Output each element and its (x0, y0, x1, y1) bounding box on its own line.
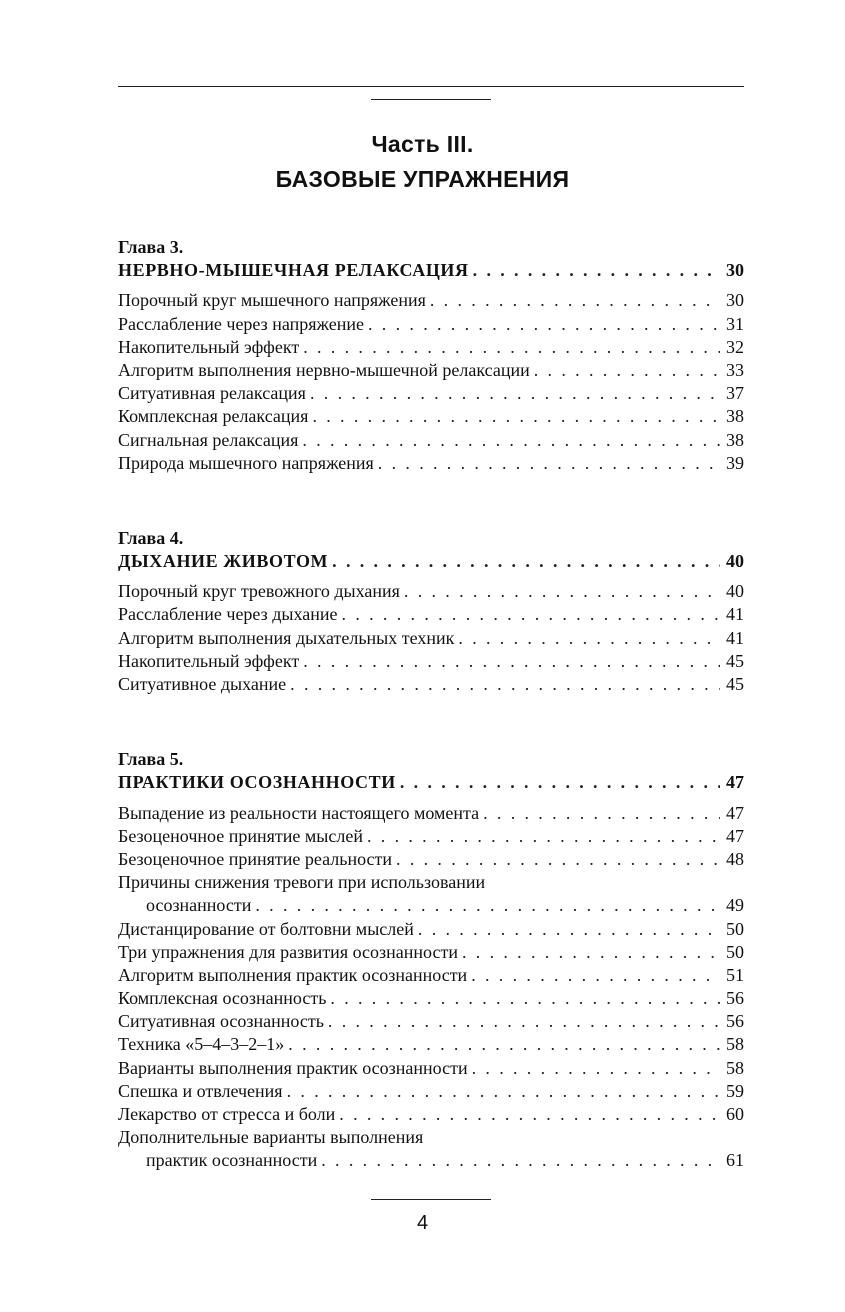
entry-title: Порочный круг мышечного напряжения (118, 290, 426, 311)
dot-leader (339, 1103, 720, 1126)
page-ref: 47 (726, 802, 744, 823)
dot-leader (368, 313, 720, 336)
chapter-4 (118, 527, 744, 696)
dot-leader (396, 848, 720, 871)
entry-title: Спешка и отвлечения (118, 1080, 283, 1101)
page-ref: 58 (726, 1057, 744, 1078)
header-short-rule (371, 99, 491, 100)
chapter-3 (118, 236, 744, 475)
chapter-label: Глава 3. (118, 237, 184, 257)
toc-entry[interactable] (118, 1010, 744, 1033)
page-ref: 56 (726, 1011, 744, 1032)
page-ref: 38 (726, 429, 744, 450)
toc-entry[interactable] (118, 894, 744, 917)
dot-leader (287, 1080, 720, 1103)
page-ref: 41 (726, 604, 744, 625)
page-ref: 47 (726, 772, 744, 793)
page-ref: 33 (726, 359, 744, 380)
toc-entry[interactable] (118, 848, 744, 871)
page-ref: 48 (726, 848, 744, 869)
chapter-title-row[interactable] (118, 259, 744, 282)
entry-title: Накопительный эффект (118, 336, 300, 357)
page-ref: 38 (726, 406, 744, 427)
chapter-spacer (118, 475, 744, 527)
chapter-spacer (118, 696, 744, 748)
dot-leader (367, 825, 720, 848)
toc-entry[interactable] (118, 1057, 744, 1080)
page-ref: 58 (726, 1034, 744, 1055)
toc-entry[interactable] (118, 964, 744, 987)
dot-leader (303, 650, 720, 673)
entry-title: Комплексная осознанность (118, 988, 327, 1009)
page-ref: 50 (726, 918, 744, 939)
chapter-title-row[interactable] (118, 771, 744, 794)
top-rule (118, 86, 744, 87)
toc-entry[interactable] (118, 650, 744, 673)
page-ref: 41 (726, 627, 744, 648)
dot-leader (288, 1033, 720, 1056)
dot-leader (473, 259, 720, 282)
chapter-title-row[interactable] (118, 550, 744, 573)
entry-title: Безоценочное принятие мыслей (118, 825, 363, 846)
page-ref: 40 (726, 581, 744, 602)
toc-entry[interactable] (118, 429, 744, 452)
page-ref: 30 (726, 290, 744, 311)
page-ref: 49 (726, 895, 744, 916)
dot-leader (458, 627, 720, 650)
part-title: БАЗОВЫЕ УПРАЖНЕНИЯ (275, 166, 570, 192)
dot-leader (430, 289, 720, 312)
table-of-contents (118, 236, 744, 1173)
dot-leader (310, 382, 720, 405)
dot-leader (302, 429, 720, 452)
entry-title-continuation: осознанности (146, 895, 252, 916)
dot-leader (418, 918, 720, 941)
dot-leader (471, 964, 720, 987)
page-ref: 60 (726, 1104, 744, 1124)
toc-entry[interactable] (118, 382, 744, 405)
page-ref: 39 (726, 452, 744, 473)
toc-entry[interactable] (118, 359, 744, 382)
entry-title: Дистанцирование от болтовни мыслей (118, 918, 414, 939)
entry-title: Ситуативная релаксация (118, 383, 306, 404)
dot-leader (472, 1057, 720, 1080)
dot-leader (462, 941, 720, 964)
dot-leader (483, 802, 720, 825)
entry-title: Накопительный эффект (118, 650, 300, 671)
page-ref: 31 (726, 313, 744, 334)
page-ref: 51 (726, 964, 744, 985)
toc-entry[interactable] (118, 627, 744, 650)
page-ref: 45 (726, 674, 744, 694)
chapter-5 (118, 748, 744, 1172)
dot-leader (342, 603, 720, 626)
toc-entry[interactable] (118, 802, 744, 825)
page-ref: 56 (726, 988, 744, 1009)
page-ref: 45 (726, 650, 744, 671)
page-ref: 61 (726, 1150, 744, 1171)
toc-entry[interactable] (118, 405, 744, 428)
toc-entry[interactable] (118, 289, 744, 312)
entry-title: Порочный круг тревожного дыхания (118, 581, 400, 602)
toc-entry[interactable] (118, 313, 744, 336)
entry-title: Расслабление через напряжение (118, 313, 364, 334)
footer-short-rule (371, 1199, 491, 1200)
entry-title: Лекарство от стресса и боли (118, 1104, 336, 1124)
dot-leader (290, 673, 720, 696)
chapter-title: ПРАКТИКИ ОСОЗНАННОСТИ (118, 772, 396, 793)
part-label: Часть III. (371, 131, 474, 157)
toc-entry[interactable] (118, 336, 744, 359)
toc-entry[interactable] (118, 941, 744, 964)
toc-entry[interactable] (118, 673, 744, 696)
chapter-label: Глава 5. (118, 749, 184, 770)
dot-leader (303, 336, 720, 359)
entry-title: Безоценочное принятие реальности (118, 848, 393, 869)
entry-title: Ситуативная осознанность (118, 1011, 324, 1032)
entry-title: Три упражнения для развития осознанности (118, 941, 458, 962)
page-ref: 47 (726, 825, 744, 846)
dot-leader (330, 987, 720, 1010)
page-ref: 59 (726, 1080, 744, 1101)
dot-leader (332, 550, 720, 573)
entry-title: Комплексная релаксация (118, 406, 309, 427)
toc-entry[interactable] (118, 1149, 744, 1172)
toc-entry[interactable] (118, 580, 744, 603)
chapter-title: ДЫХАНИЕ ЖИВОТОМ (118, 551, 329, 572)
entry-title: Алгоритм выполнения практик осознанности (118, 964, 468, 985)
toc-entry[interactable] (118, 1080, 744, 1103)
dot-leader (378, 452, 720, 475)
entry-title: Расслабление через дыхание (118, 604, 338, 625)
dot-leader (400, 771, 720, 794)
toc-entry[interactable] (118, 987, 744, 1010)
toc-entry[interactable] (118, 1033, 744, 1056)
dot-leader (255, 894, 720, 917)
dot-leader (321, 1149, 720, 1172)
dot-leader (312, 405, 720, 428)
page-ref: 40 (726, 551, 744, 572)
toc-entry[interactable] (118, 918, 744, 941)
dot-leader (328, 1010, 720, 1033)
chapter-label: Глава 4. (118, 527, 184, 548)
entry-title: Варианты выполнения практик осознанности (118, 1057, 468, 1078)
page-ref: 32 (726, 336, 744, 357)
entry-title-first-line[interactable]: Причины снижения тревоги при использовании (118, 872, 486, 893)
page-ref: 30 (726, 260, 744, 281)
page-ref: 50 (726, 941, 744, 962)
entry-title: Природа мышечного напряжения (118, 452, 374, 473)
toc-entry[interactable] (118, 452, 744, 475)
entry-title: Ситуативное дыхание (118, 674, 287, 694)
chapter-title: НЕРВНО-МЫШЕЧНАЯ РЕЛАКСАЦИЯ (118, 260, 469, 281)
toc-entry[interactable] (118, 1103, 744, 1126)
dot-leader (534, 359, 720, 382)
page-ref: 37 (726, 383, 744, 404)
entry-title: Сигнальная релаксация (118, 429, 299, 450)
toc-entry[interactable] (118, 603, 744, 626)
page-number: 4 (416, 1212, 429, 1234)
entry-title-continuation: практик осознанности (146, 1150, 318, 1171)
toc-entry[interactable] (118, 825, 744, 848)
entry-title: Алгоритм выполнения нервно-мышечной релаксации (118, 359, 530, 380)
entry-title: Выпадение из реальности настоящего момента (118, 802, 480, 823)
entry-title: Техника «5–4–3–2–1» (118, 1034, 285, 1055)
entry-title: Алгоритм выполнения дыхательных техник (118, 627, 455, 648)
entry-title-first-line[interactable]: Дополнительные варианты выполнения (118, 1127, 424, 1148)
dot-leader (404, 580, 720, 603)
